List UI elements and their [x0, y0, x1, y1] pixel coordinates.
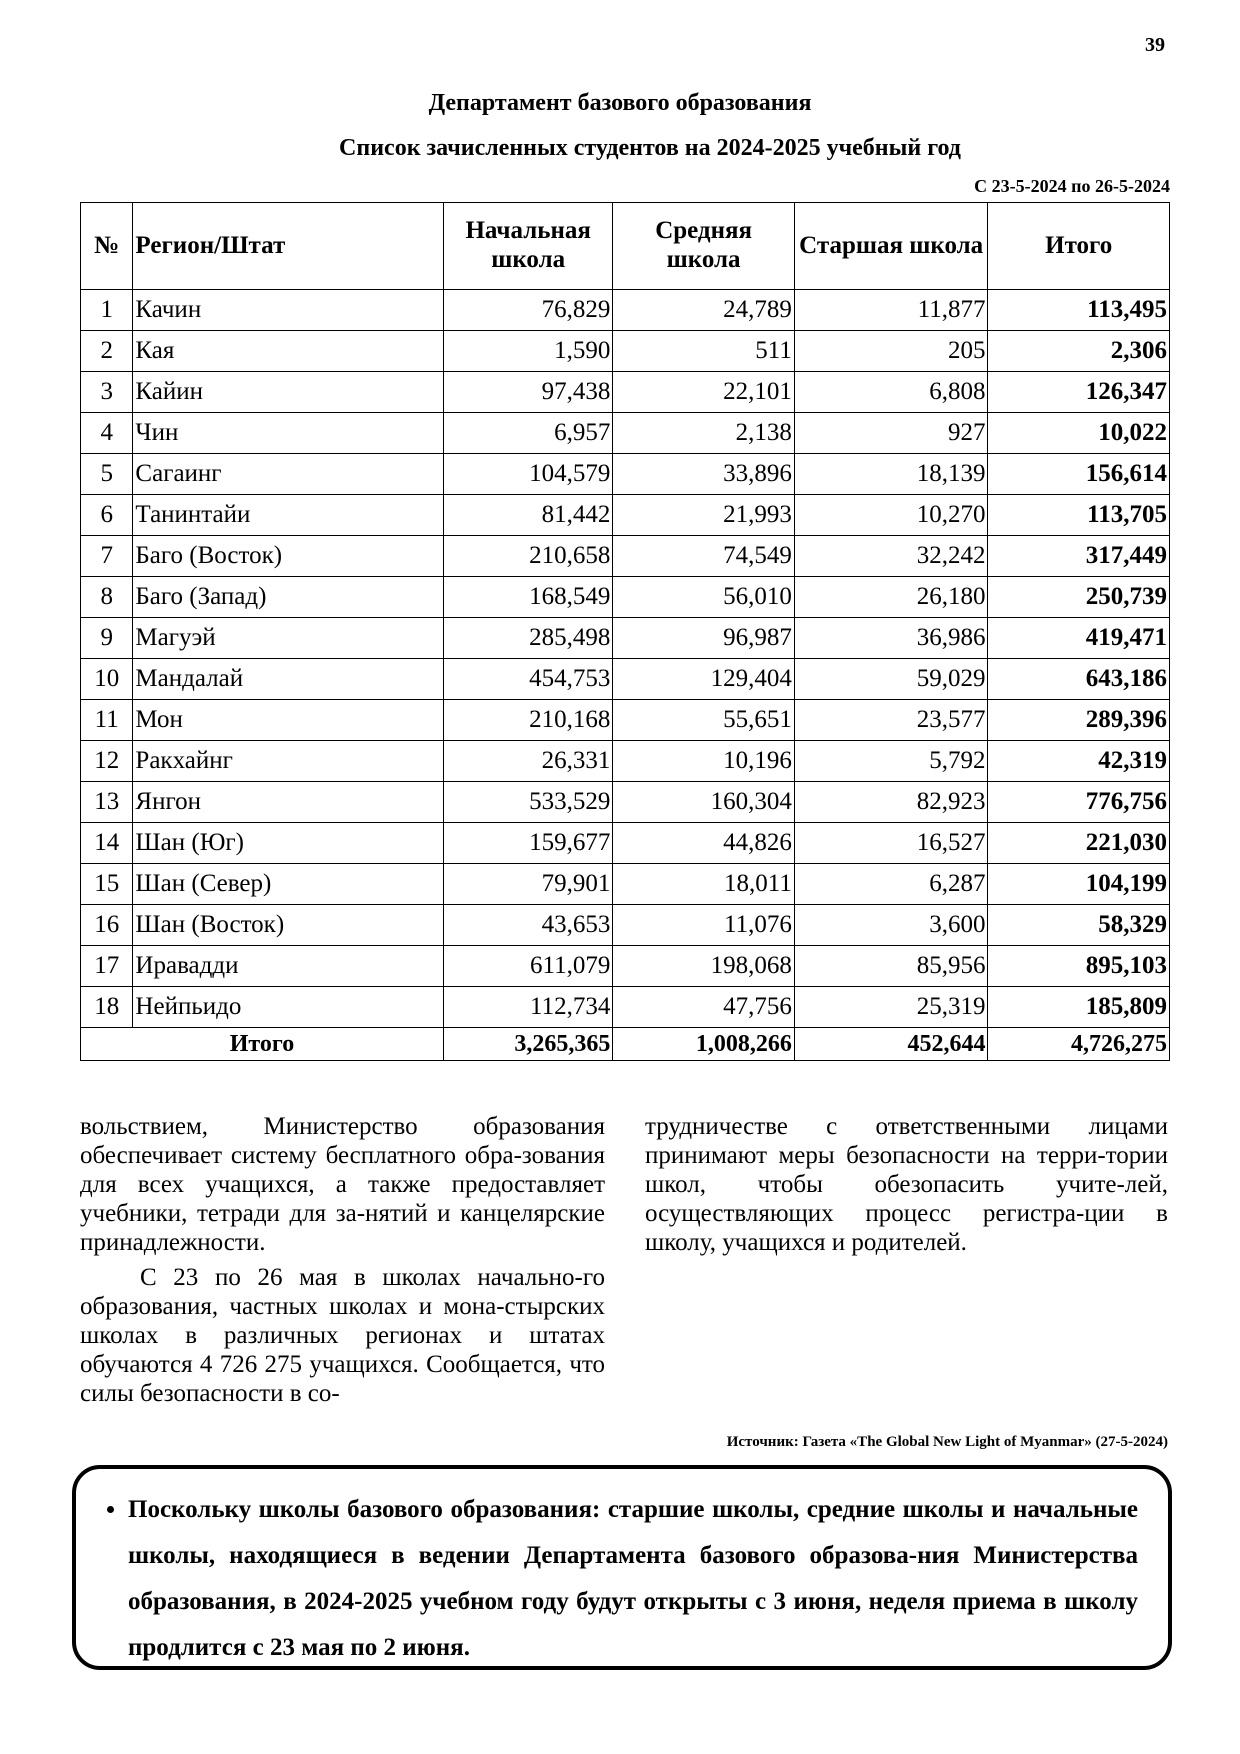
row-middle: 11,076	[613, 905, 795, 946]
list-title: Список зачисленных студентов на 2024-2025 учебный год	[339, 135, 961, 161]
row-middle: 160,304	[613, 782, 795, 823]
row-region: Мон	[133, 700, 444, 741]
row-region: Ракхайнг	[133, 741, 444, 782]
row-high: 3,600	[794, 905, 988, 946]
row-high: 85,956	[794, 946, 988, 987]
row-number: 10	[81, 659, 133, 700]
source-citation: Источник: Газета «The Global New Light of Myanmar» (27-5-2024)	[726, 1434, 1168, 1450]
row-middle: 18,011	[613, 864, 795, 905]
row-total: 419,471	[988, 618, 1170, 659]
row-middle: 21,993	[613, 495, 795, 536]
notice-text: • Поскольку школы базового образования: старшие школы, средние школы и начальные школы, находящиеся в ведении Департамента базового образова-ния Министерства образования, в 2024-2025 учебном году будут открыты с 3 июня, неделя приема в школу продлится с 23 мая по 2 июня.	[128, 1487, 1138, 1671]
table-row	[81, 495, 1170, 536]
notice-box	[72, 1465, 1172, 1670]
row-primary: 285,498	[443, 618, 612, 659]
table-row	[81, 454, 1170, 495]
row-primary: 43,653	[443, 905, 612, 946]
row-region: Иравадди	[133, 946, 444, 987]
row-primary: 454,753	[443, 659, 612, 700]
row-high: 205	[794, 331, 988, 372]
date-range: С 23-5-2024 по 26-5-2024	[974, 176, 1170, 196]
table-row	[81, 659, 1170, 700]
row-number: 12	[81, 741, 133, 782]
row-number: 6	[81, 495, 133, 536]
row-number: 11	[81, 700, 133, 741]
row-high: 82,923	[794, 782, 988, 823]
header-high: Старшая школа	[794, 203, 988, 290]
row-total: 113,495	[988, 290, 1170, 331]
row-number: 1	[81, 290, 133, 331]
total-middle: 1,008,266	[613, 1028, 795, 1061]
row-region: Кайин	[133, 372, 444, 413]
row-high: 36,986	[794, 618, 988, 659]
row-high: 32,242	[794, 536, 988, 577]
row-region: Магуэй	[133, 618, 444, 659]
table-row	[81, 823, 1170, 864]
row-number: 3	[81, 372, 133, 413]
row-high: 26,180	[794, 577, 988, 618]
left-column	[80, 1112, 605, 1408]
row-high: 59,029	[794, 659, 988, 700]
row-number: 4	[81, 413, 133, 454]
row-primary: 611,079	[443, 946, 612, 987]
row-middle: 129,404	[613, 659, 795, 700]
table-row	[81, 782, 1170, 823]
row-number: 8	[81, 577, 133, 618]
row-total: 156,614	[988, 454, 1170, 495]
row-total: 250,739	[988, 577, 1170, 618]
row-primary: 97,438	[443, 372, 612, 413]
row-high: 18,139	[794, 454, 988, 495]
right-column	[645, 1112, 1168, 1257]
row-region: Качин	[133, 290, 444, 331]
row-total: 221,030	[988, 823, 1170, 864]
row-region: Янгон	[133, 782, 444, 823]
row-region: Танинтайи	[133, 495, 444, 536]
row-total: 895,103	[988, 946, 1170, 987]
row-total: 42,319	[988, 741, 1170, 782]
department-title: Департамент базового образования	[428, 90, 812, 116]
row-primary: 1,590	[443, 331, 612, 372]
right-paragraph-1: трудничестве с ответственными лицами принимают меры безопасности на терри-тории школ, чтобы обезопасить учите-лей, осуществляющих процесс регистра-ции в школу, учащихся и родителей.	[645, 1113, 1168, 1256]
row-high: 5,792	[794, 741, 988, 782]
row-middle: 55,651	[613, 700, 795, 741]
row-region: Чин	[133, 413, 444, 454]
row-total: 58,329	[988, 905, 1170, 946]
row-high: 25,319	[794, 987, 988, 1028]
row-middle: 24,789	[613, 290, 795, 331]
row-high: 10,270	[794, 495, 988, 536]
total-primary: 3,265,365	[443, 1028, 612, 1061]
total-grand: 4,726,275	[988, 1028, 1170, 1061]
table-row	[81, 700, 1170, 741]
row-total: 113,705	[988, 495, 1170, 536]
table-row	[81, 741, 1170, 782]
row-high: 23,577	[794, 700, 988, 741]
row-primary: 533,529	[443, 782, 612, 823]
row-high: 16,527	[794, 823, 988, 864]
row-primary: 210,658	[443, 536, 612, 577]
row-total: 10,022	[988, 413, 1170, 454]
row-primary: 112,734	[443, 987, 612, 1028]
row-primary: 159,677	[443, 823, 612, 864]
row-region: Шан (Восток)	[133, 905, 444, 946]
row-middle: 56,010	[613, 577, 795, 618]
row-middle: 2,138	[613, 413, 795, 454]
row-middle: 22,101	[613, 372, 795, 413]
left-paragraph-1: вольствием, Министерство образования обеспечивает систему бесплатного обра-зования для всех учащихся, а также предоставляет учебники, тетради для за-нятий и канцелярские принадлежности.	[80, 1113, 605, 1256]
row-number: 15	[81, 864, 133, 905]
page-number: 39	[1145, 34, 1165, 56]
row-number: 9	[81, 618, 133, 659]
table-total-row	[81, 1028, 1170, 1061]
row-primary: 26,331	[443, 741, 612, 782]
row-region: Баго (Запад)	[133, 577, 444, 618]
row-total: 776,756	[988, 782, 1170, 823]
row-total: 643,186	[988, 659, 1170, 700]
table-header-row	[81, 203, 1170, 290]
table-row	[81, 413, 1170, 454]
row-middle: 44,826	[613, 823, 795, 864]
row-number: 17	[81, 946, 133, 987]
row-total: 317,449	[988, 536, 1170, 577]
row-number: 16	[81, 905, 133, 946]
row-number: 13	[81, 782, 133, 823]
table-row	[81, 536, 1170, 577]
row-primary: 79,901	[443, 864, 612, 905]
row-middle: 511	[613, 331, 795, 372]
row-total: 185,809	[988, 987, 1170, 1028]
row-primary: 81,442	[443, 495, 612, 536]
table-row	[81, 987, 1170, 1028]
row-number: 5	[81, 454, 133, 495]
row-high: 11,877	[794, 290, 988, 331]
row-total: 2,306	[988, 331, 1170, 372]
header-middle: Средняя школа	[613, 203, 795, 290]
row-middle: 74,549	[613, 536, 795, 577]
row-middle: 96,987	[613, 618, 795, 659]
table-row	[81, 864, 1170, 905]
row-middle: 10,196	[613, 741, 795, 782]
table-row	[81, 577, 1170, 618]
table-row	[81, 905, 1170, 946]
row-number: 2	[81, 331, 133, 372]
row-primary: 168,549	[443, 577, 612, 618]
row-number: 7	[81, 536, 133, 577]
table-row	[81, 946, 1170, 987]
header-no: №	[81, 203, 133, 290]
row-primary: 210,168	[443, 700, 612, 741]
row-middle: 47,756	[613, 987, 795, 1028]
row-number: 14	[81, 823, 133, 864]
row-region: Сагаинг	[133, 454, 444, 495]
row-high: 6,287	[794, 864, 988, 905]
total-high: 452,644	[794, 1028, 988, 1061]
row-total: 126,347	[988, 372, 1170, 413]
row-number: 18	[81, 987, 133, 1028]
row-region: Кая	[133, 331, 444, 372]
row-region: Шан (Север)	[133, 864, 444, 905]
row-high: 6,808	[794, 372, 988, 413]
header-primary: Начальная школа	[443, 203, 612, 290]
table-row	[81, 331, 1170, 372]
row-region: Нейпьидо	[133, 987, 444, 1028]
row-primary: 76,829	[443, 290, 612, 331]
total-label: Итого	[81, 1028, 444, 1061]
left-paragraph-2: С 23 по 26 мая в школах начально-го образования, частных школах и мона-стырских школах в различных регионах и штатах обучаются 4 726 275 учащихся. Сообщается, что силы безопасности в со-	[80, 1264, 605, 1407]
row-region: Баго (Восток)	[133, 536, 444, 577]
header-total: Итого	[988, 203, 1170, 290]
table-row	[81, 290, 1170, 331]
row-primary: 6,957	[443, 413, 612, 454]
row-middle: 33,896	[613, 454, 795, 495]
row-total: 289,396	[988, 700, 1170, 741]
row-region: Мандалай	[133, 659, 444, 700]
enrollment-table	[80, 202, 1170, 1061]
row-high: 927	[794, 413, 988, 454]
table-row	[81, 618, 1170, 659]
table-row	[81, 372, 1170, 413]
row-middle: 198,068	[613, 946, 795, 987]
row-primary: 104,579	[443, 454, 612, 495]
header-region: Регион/Штат	[133, 203, 444, 290]
row-region: Шан (Юг)	[133, 823, 444, 864]
row-total: 104,199	[988, 864, 1170, 905]
